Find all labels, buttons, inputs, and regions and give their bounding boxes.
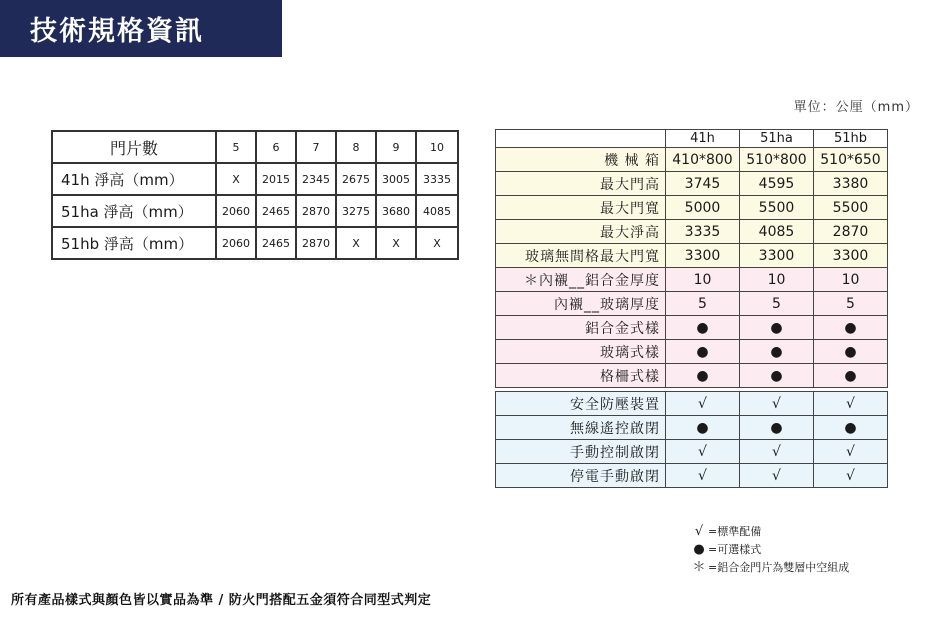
spec-cell: 3745 bbox=[666, 172, 740, 196]
table-cell: 2465 bbox=[256, 195, 296, 227]
table-row bbox=[52, 227, 458, 259]
spec-cell: 10 bbox=[666, 268, 740, 292]
spec-cell: ● bbox=[666, 364, 740, 388]
spec-label: 安全防壓裝置 bbox=[496, 392, 666, 416]
unit-note: 單位：公厘（mm） bbox=[793, 100, 919, 115]
legend-item bbox=[690, 559, 849, 577]
spec-cell: √ bbox=[740, 464, 814, 488]
row-label: 51hb 淨高（mm） bbox=[52, 227, 216, 259]
table-cell: 2060 bbox=[216, 195, 256, 227]
spec-label: 鋁合金式樣 bbox=[496, 316, 666, 340]
model-header: 51hb bbox=[814, 130, 888, 148]
spec-cell: 2870 bbox=[814, 220, 888, 244]
door-count-col: 5 bbox=[216, 131, 256, 163]
model-header: 51ha bbox=[740, 130, 814, 148]
spec-cell: ● bbox=[814, 340, 888, 364]
table-cell: X bbox=[416, 227, 458, 259]
table-row bbox=[496, 268, 888, 292]
spec-cell: ● bbox=[814, 364, 888, 388]
door-count-col: 9 bbox=[376, 131, 416, 163]
spec-cell: 10 bbox=[814, 268, 888, 292]
legend-item bbox=[690, 541, 849, 559]
table-row bbox=[52, 195, 458, 227]
spec-cell: √ bbox=[666, 440, 740, 464]
spec-cell: ● bbox=[814, 316, 888, 340]
table-cell: X bbox=[376, 227, 416, 259]
spec-cell: √ bbox=[666, 392, 740, 416]
spec-label: 最大淨高 bbox=[496, 220, 666, 244]
table-row bbox=[496, 392, 888, 416]
spec-cell: 5 bbox=[740, 292, 814, 316]
table-cell: 3275 bbox=[336, 195, 376, 227]
table-row bbox=[496, 196, 888, 220]
spec-cell: 5 bbox=[666, 292, 740, 316]
legend bbox=[690, 523, 849, 577]
spec-cell: √ bbox=[740, 392, 814, 416]
spec-cell: √ bbox=[740, 440, 814, 464]
spec-cell: 10 bbox=[740, 268, 814, 292]
spec-label: 玻璃無間格最大門寬 bbox=[496, 244, 666, 268]
spec-cell: ● bbox=[740, 364, 814, 388]
row-label: 41h 淨高（mm） bbox=[52, 163, 216, 195]
table-cell: X bbox=[336, 227, 376, 259]
table-cell: 4085 bbox=[416, 195, 458, 227]
doors-height-table bbox=[51, 130, 459, 260]
spec-cell: 5 bbox=[814, 292, 888, 316]
spec-cell: 3380 bbox=[814, 172, 888, 196]
model-header: 41h bbox=[666, 130, 740, 148]
spec-label: ＊內襯__鋁合金厚度 bbox=[496, 268, 666, 292]
spec-cell: 3300 bbox=[814, 244, 888, 268]
door-count-col: 7 bbox=[296, 131, 336, 163]
table-cell: 3680 bbox=[376, 195, 416, 227]
door-count-col: 10 bbox=[416, 131, 458, 163]
table-row bbox=[496, 340, 888, 364]
spec-cell: √ bbox=[814, 464, 888, 488]
table-cell: 3005 bbox=[376, 163, 416, 195]
table-row bbox=[496, 172, 888, 196]
table-row bbox=[496, 316, 888, 340]
table-row bbox=[496, 244, 888, 268]
spec-cell: ● bbox=[666, 416, 740, 440]
table-cell: 2465 bbox=[256, 227, 296, 259]
spec-header-row bbox=[496, 130, 888, 148]
spec-label: 手動控制啟閉 bbox=[496, 440, 666, 464]
legend-text: =鋁合金門片為雙層中空組成 bbox=[708, 561, 850, 574]
spec-label: 最大門高 bbox=[496, 172, 666, 196]
spec-cell: ● bbox=[666, 316, 740, 340]
table-row bbox=[496, 148, 888, 172]
door-count-header: 門片數 bbox=[52, 131, 216, 163]
spec-label: 停電手動啟閉 bbox=[496, 464, 666, 488]
legend-item bbox=[690, 523, 849, 541]
spec-cell: ● bbox=[740, 340, 814, 364]
spec-cell: 5000 bbox=[666, 196, 740, 220]
page-title: 技術規格資訊 bbox=[30, 16, 204, 47]
spec-label: 玻璃式樣 bbox=[496, 340, 666, 364]
door-count-col: 6 bbox=[256, 131, 296, 163]
table-row bbox=[496, 416, 888, 440]
table-row bbox=[52, 163, 458, 195]
spec-cell: 510*800 bbox=[740, 148, 814, 172]
spec-cell: 3335 bbox=[666, 220, 740, 244]
spec-cell: 5500 bbox=[814, 196, 888, 220]
legend-text: =可選樣式 bbox=[708, 543, 762, 556]
table-cell: 3335 bbox=[416, 163, 458, 195]
table-cell: 2870 bbox=[296, 227, 336, 259]
spec-cell: 410*800 bbox=[666, 148, 740, 172]
spec-header-blank bbox=[496, 130, 666, 148]
table-cell: 2015 bbox=[256, 163, 296, 195]
asterisk-icon: ＊ bbox=[692, 560, 706, 575]
table-row bbox=[496, 464, 888, 488]
spec-label: 內襯__玻璃厚度 bbox=[496, 292, 666, 316]
spec-cell: 3300 bbox=[740, 244, 814, 268]
spec-cell: 4085 bbox=[740, 220, 814, 244]
table-cell: 2870 bbox=[296, 195, 336, 227]
spec-table bbox=[495, 129, 888, 488]
spec-label: 無線遙控啟閉 bbox=[496, 416, 666, 440]
spec-cell: √ bbox=[666, 464, 740, 488]
spec-cell: 4595 bbox=[740, 172, 814, 196]
door-count-col: 8 bbox=[336, 131, 376, 163]
doors-table-header-row bbox=[52, 131, 458, 163]
table-row bbox=[496, 220, 888, 244]
spec-cell: 510*650 bbox=[814, 148, 888, 172]
table-row bbox=[496, 292, 888, 316]
spec-cell: ● bbox=[814, 416, 888, 440]
dot-icon: ● bbox=[693, 542, 705, 557]
title-banner bbox=[0, 0, 282, 57]
legend-text: =標準配備 bbox=[708, 525, 762, 538]
spec-cell: 3300 bbox=[666, 244, 740, 268]
row-label: 51ha 淨高（mm） bbox=[52, 195, 216, 227]
spec-cell: √ bbox=[814, 392, 888, 416]
spec-cell: ● bbox=[666, 340, 740, 364]
table-cell: 2675 bbox=[336, 163, 376, 195]
spec-cell: √ bbox=[814, 440, 888, 464]
spec-label: 機 械 箱 bbox=[496, 148, 666, 172]
spec-cell: ● bbox=[740, 416, 814, 440]
spec-label: 最大門寬 bbox=[496, 196, 666, 220]
spec-label: 格柵式樣 bbox=[496, 364, 666, 388]
spec-cell: 5500 bbox=[740, 196, 814, 220]
table-cell: X bbox=[216, 163, 256, 195]
table-cell: 2060 bbox=[216, 227, 256, 259]
footer-note: 所有產品樣式與顏色皆以實品為準 / 防火門搭配五金須符合同型式判定 bbox=[11, 593, 432, 608]
table-row bbox=[496, 440, 888, 464]
spec-cell: ● bbox=[740, 316, 814, 340]
table-row bbox=[496, 364, 888, 388]
check-icon: √ bbox=[694, 524, 704, 539]
table-cell: 2345 bbox=[296, 163, 336, 195]
